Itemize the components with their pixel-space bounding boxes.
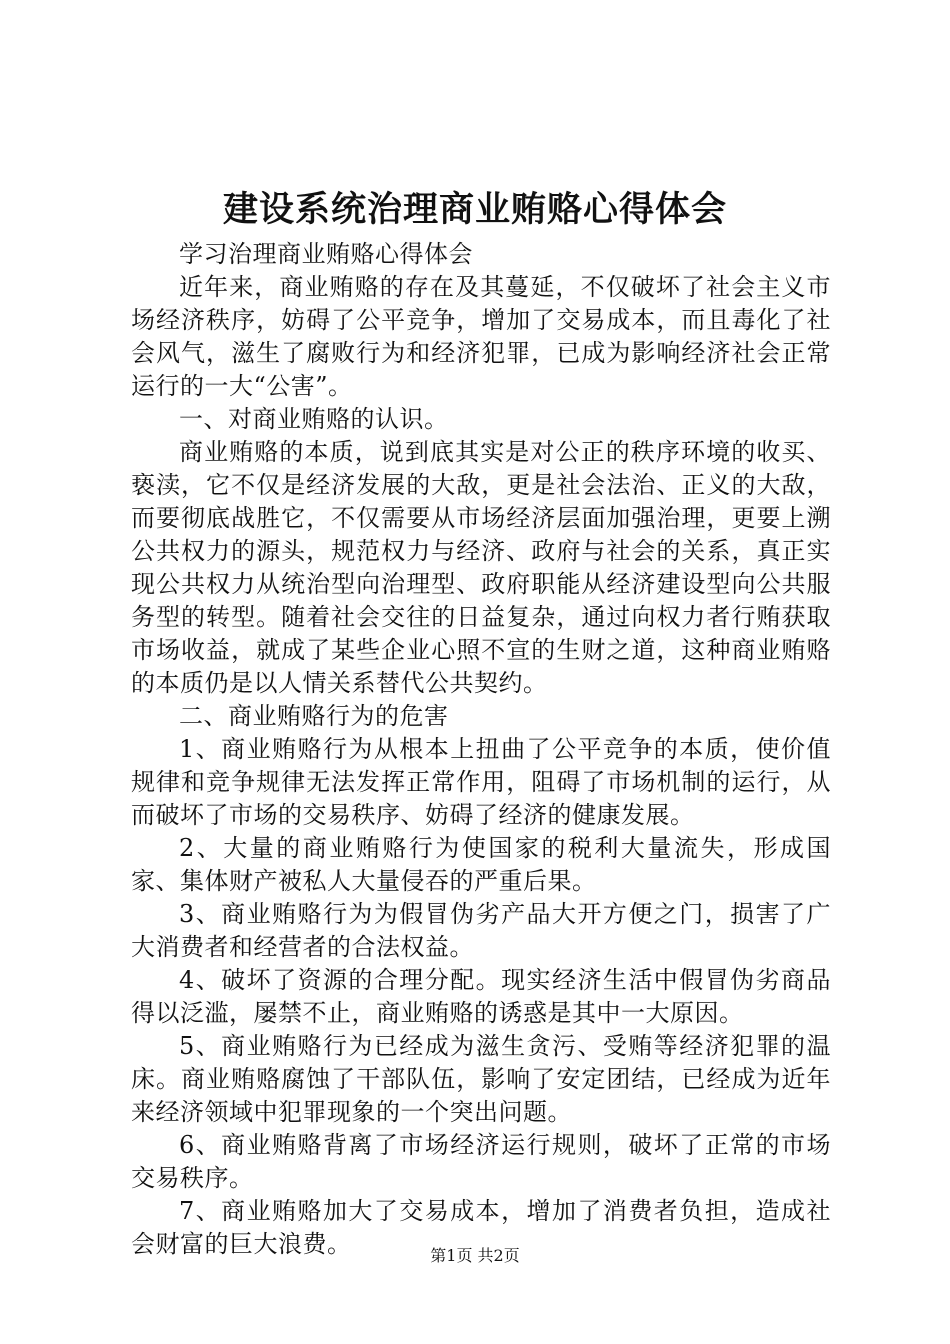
list-item-7: 7、商业贿赂加大了交易成本，增加了消费者负担，造成社会财富的巨大浪费。 (131, 1197, 831, 1258)
section-heading-1: 一、对商业贿赂的认识。 (179, 405, 449, 433)
list-item-5: 5、商业贿赂行为已经成为滋生贪污、受贿等经济犯罪的温床。商业贿赂腐蚀了干部队伍，影响了安定团结，已经成为近年来经济领域中犯罪现象的一个突出问题。 (131, 1032, 831, 1126)
list-item-6: 6、商业贿赂背离了市场经济运行规则，破坏了正常的市场交易秩序。 (131, 1131, 831, 1192)
document-body (131, 238, 831, 1261)
page-footer: 第1页 共2页 (430, 1246, 520, 1265)
list-item-1: 1、商业贿赂行为从根本上扭曲了公平竞争的本质，使价值规律和竞争规律无法发挥正常作用，阻碍了市场机制的运行，从而破坏了市场的交易秩序、妨碍了经济的健康发展。 (131, 735, 831, 829)
paragraph-subtitle: 学习治理商业贿赂心得体会 (179, 240, 473, 268)
list-item-3: 3、商业贿赂行为为假冒伪劣产品大开方便之门，损害了广大消费者和经营者的合法权益。 (131, 900, 831, 961)
document-title: 建设系统治理商业贿赂心得体会 (222, 190, 727, 230)
list-item-2: 2、大量的商业贿赂行为使国家的税利大量流失，形成国家、集体财产被私人大量侵吞的严重后果。 (131, 834, 831, 895)
section-heading-2: 二、商业贿赂行为的危害 (179, 702, 449, 730)
paragraph-intro: 近年来，商业贿赂的存在及其蔓延，不仅破坏了社会主义市场经济秩序，妨碍了公平竞争，增加了交易成本，而且毒化了社会风气，滋生了腐败行为和经济犯罪，已成为影响经济社会正常运行的一大“公害”。 (131, 273, 831, 400)
paragraph-essence: 商业贿赂的本质，说到底其实是对公正的秩序环境的收买、亵渎，它不仅是经济发展的大敌，更是社会法治、正义的大敌，而要彻底战胜它，不仅需要从市场经济层面加强治理，更要上溯公共权力的源头，规范权力与经济、政府与社会的关系，真正实现公共权力从统治型向治理型、政府职能从经济建设型向公共服务型的转型。随着社会交往的日益复杂，通过向权力者行贿获取市场收益，就成了某些企业心照不宣的生财之道，这种商业贿赂的本质仍是以人情关系替代公共契约。 (131, 438, 831, 697)
list-item-4: 4、破坏了资源的合理分配。现实经济生活中假冒伪劣商品得以泛滥，屡禁不止，商业贿赂的诱惑是其中一大原因。 (131, 966, 831, 1027)
